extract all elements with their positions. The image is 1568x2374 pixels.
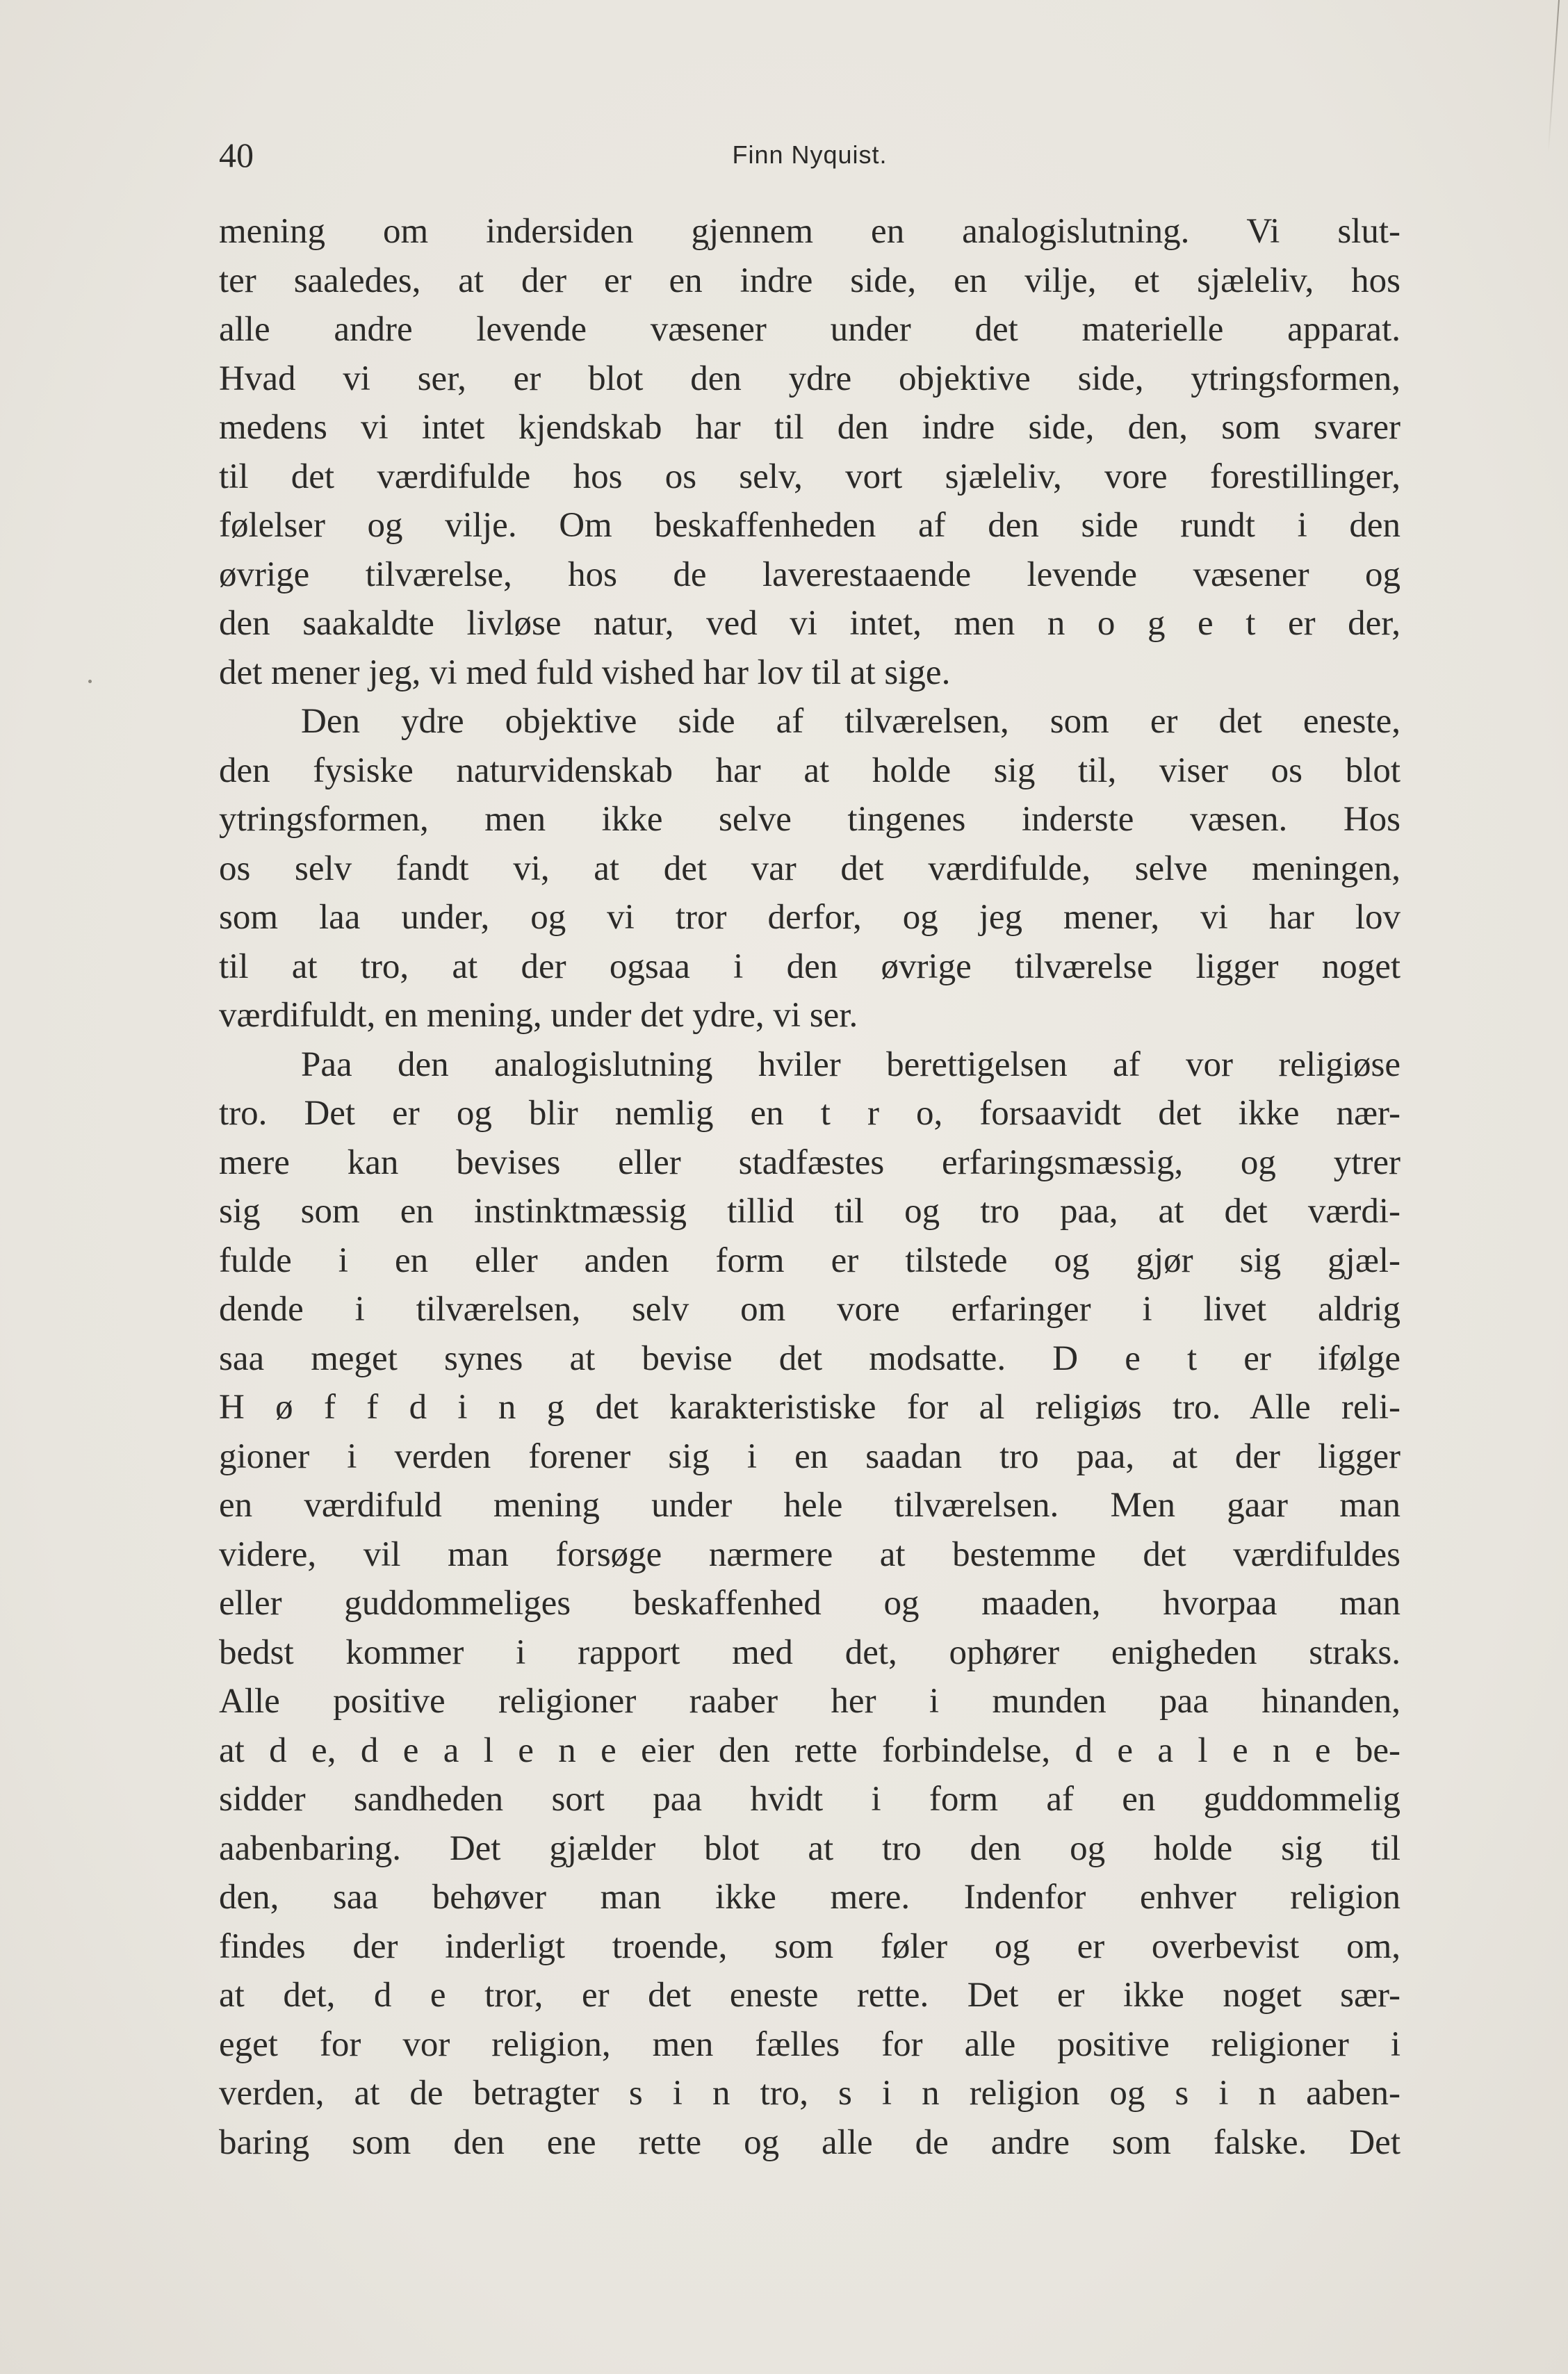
text-line: til at tro, at der ogsaa i den øvrige tilværelse ligger noget — [219, 947, 1400, 986]
text-line: at det, d e tror, er det eneste rette. Det er ikke noget sær- — [219, 1976, 1400, 2015]
text-body — [219, 207, 1400, 2167]
text-line: dende i tilværelsen, selv om vore erfaringer i livet aldrig — [219, 1290, 1400, 1329]
text-line: den fysiske naturvidenskab har at holde sig til, viser os blot — [219, 751, 1400, 790]
page-header — [219, 131, 1400, 179]
text-line: os selv fandt vi, at det var det værdifulde, selve meningen, — [219, 849, 1400, 888]
text-line: Alle positive religioner raaber her i munden paa hinanden, — [219, 1682, 1400, 1721]
text-line: det mener jeg, vi med fuld vished har lov til at sige. — [219, 653, 951, 692]
text-line: Hvad vi ser, er blot den ydre objektive side, ytringsformen, — [219, 359, 1400, 398]
text-line: H ø f f d i n g det karakteristiske for al religiøs tro. Alle reli- — [219, 1388, 1400, 1427]
text-line: øvrige tilværelse, hos de laverestaaende levende væsener og — [219, 555, 1400, 594]
text-line: saa meget synes at bevise det modsatte. D e t er ifølge — [219, 1339, 1400, 1378]
text-line: sidder sandheden sort paa hvidt i form af en guddommelig — [219, 1780, 1400, 1819]
text-line: fulde i en eller anden form er tilstede og gjør sig gjæl- — [219, 1241, 1400, 1280]
text-line: gioner i verden forener sig i en saadan tro paa, at der ligger — [219, 1436, 1400, 1476]
text-line: verden, at de betragter s i n tro, s i n religion og s i n aaben- — [219, 2074, 1400, 2113]
text-line: bedst kommer i rapport med det, ophører enigheden straks. — [219, 1632, 1400, 1672]
text-line: mere kan bevises eller stadfæstes erfaringsmæssig, og ytrer — [219, 1143, 1400, 1182]
text-line: findes der inderligt troende, som føler og er overbevist om, — [219, 1926, 1400, 1966]
text-line: ytringsformen, men ikke selve tingenes inderste væsen. Hos — [219, 800, 1400, 839]
page-number: 40 — [219, 136, 254, 174]
text-line: den saakaldte livløse natur, ved vi intet, men n o g e t er der, — [219, 604, 1400, 643]
text-line: til det værdifulde hos os selv, vort sjæleliv, vore forestillinger, — [219, 457, 1400, 496]
text-line: værdifuldt, en mening, under det ydre, vi ser. — [219, 996, 858, 1035]
margin-dot — [88, 680, 92, 683]
text-line: eget for vor religion, men fælles for alle positive religioner i — [219, 2024, 1400, 2064]
text-line: følelser og vilje. Om beskaffenheden af den side rundt i den — [219, 506, 1400, 545]
text-line: at d e, d e a l e n e eier den rette forbindelse, d e a l e n e be- — [219, 1730, 1400, 1770]
text-line: Den ydre objektive side af tilværelsen, som er det eneste, — [301, 702, 1400, 741]
text-line: mening om indersiden gjennem en analogislutning. Vi slut- — [219, 212, 1400, 251]
running-head: Finn Nyquist. — [732, 140, 888, 169]
text-line: ter saaledes, at der er en indre side, en vilje, et sjæleliv, hos — [219, 261, 1400, 300]
text-line: videre, vil man forsøge nærmere at bestemme det værdifuldes — [219, 1534, 1400, 1574]
text-line: Paa den analogislutning hviler berettigelsen af vor religiøse — [301, 1045, 1400, 1084]
text-line: tro. Det er og blir nemlig en t r o, forsaavidt det ikke nær- — [219, 1094, 1400, 1133]
text-line: aabenbaring. Det gjælder blot at tro den og holde sig til — [219, 1828, 1400, 1868]
text-line: medens vi intet kjendskab har til den indre side, den, som svarer — [219, 408, 1400, 447]
text-line: sig som en instinktmæssig tillid til og tro paa, at det værdi- — [219, 1192, 1400, 1231]
text-line: en værdifuld mening under hele tilværelsen. Men gaar man — [219, 1486, 1400, 1525]
text-line: den, saa behøver man ikke mere. Indenfor enhver religion — [219, 1878, 1400, 1917]
text-line: eller guddommeliges beskaffenhed og maaden, hvorpaa man — [219, 1584, 1400, 1623]
text-line: alle andre levende væsener under det materielle apparat. — [219, 310, 1400, 349]
page-edge-line — [1548, 0, 1560, 153]
text-line: baring som den ene rette og alle de andre som falske. Det — [219, 2122, 1400, 2162]
text-line: som laa under, og vi tror derfor, og jeg mener, vi har lov — [219, 898, 1400, 937]
